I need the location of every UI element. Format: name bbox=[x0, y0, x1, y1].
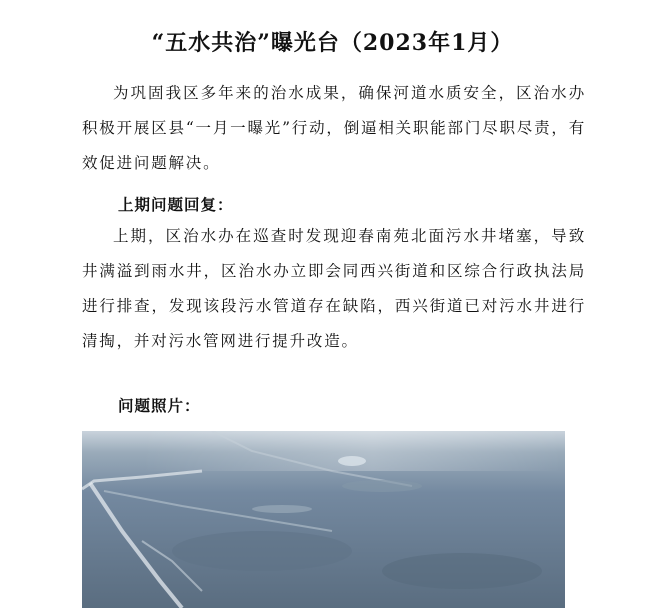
document-title: “五水共治”曝光台（2023年1月） bbox=[151, 30, 514, 56]
problem-photo bbox=[82, 431, 565, 608]
previous-issue-heading: 上期问题回复： bbox=[118, 195, 234, 214]
photo-heading: 问题照片： bbox=[118, 396, 201, 415]
problem-photo-image bbox=[82, 431, 565, 608]
intro-paragraph: 为巩固我区多年来的治水成果，确保河道水质安全，区治水办积极开展区县“一月一曝光”行动，倒逼相关职能部门尽职尽责，有效促进问题解决。 bbox=[82, 84, 586, 172]
previous-issue-paragraph: 上期，区治水办在巡查时发现迎春南苑北面污水井堵塞，导致井满溢到雨水井，区治水办立即会同西兴街道和区综合行政执法局进行排查，发现该段污水管道存在缺陷，西兴街道已对污水井进行清掏，并对污水管网进行提升改造。 bbox=[82, 227, 586, 350]
